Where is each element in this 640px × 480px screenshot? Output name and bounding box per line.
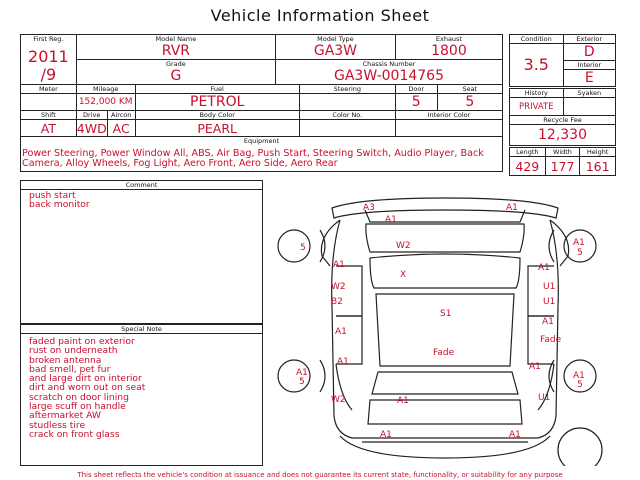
mark-hood: W2: [396, 241, 411, 251]
recycle-fee-value-cell: [510, 125, 616, 146]
seat-label: Seat: [462, 85, 478, 93]
spare-wheel: [558, 428, 602, 466]
door-value-cell: [395, 94, 437, 111]
special-note-line: large scuff on handle: [29, 401, 126, 413]
mark-rear-right-tire-1: A1: [573, 371, 585, 381]
mark-windshield: X: [400, 270, 407, 280]
comment-header: Comment: [21, 181, 262, 190]
grade-cell: [76, 60, 275, 85]
mark-rear-window: A1: [397, 396, 409, 406]
fuel-value: PETROL: [190, 94, 245, 110]
fuel-label-cell: [135, 85, 299, 94]
history-table: [509, 88, 616, 146]
first-reg-cell: [21, 35, 77, 85]
shift-label-cell: [21, 111, 77, 120]
interior-label: Interior: [577, 61, 602, 69]
body-outline: [332, 220, 559, 438]
height-value: 161: [585, 158, 610, 174]
fuel-label: Fuel: [210, 85, 224, 93]
syaken-value-cell: [563, 98, 615, 116]
drive-label: Drive: [83, 111, 101, 119]
special-note-line: scratch on door lining: [29, 391, 129, 403]
mark-front-fender-right: A1: [538, 263, 550, 273]
meter-value-cell: [21, 94, 77, 111]
drive-label-cell: [76, 111, 107, 120]
mark-front-door-right-lower: U1: [543, 297, 556, 307]
mileage-label-cell: [76, 85, 135, 94]
special-note-line: crack on front glass: [29, 428, 120, 440]
mark-rear-door-left: A1: [335, 327, 347, 337]
model-type-label: Model Type: [317, 35, 354, 43]
body-color-label-cell: [135, 111, 299, 120]
special-note-header: Special Note: [21, 325, 262, 334]
first-reg-year: 2011: [28, 47, 69, 66]
mark-front-door-left-lower: B2: [331, 297, 343, 307]
exhaust-label: Exhaust: [435, 35, 462, 43]
seat-value-cell: [437, 94, 502, 111]
model-type-value: GA3W: [313, 43, 358, 59]
comment-line: push start: [29, 190, 76, 201]
length-label: Length: [516, 148, 539, 156]
aircon-value: AC: [112, 120, 130, 136]
steering-value-cell: [299, 94, 395, 111]
mark-rear-quarter-right: Fade: [540, 335, 562, 345]
height-label-cell: [580, 148, 616, 157]
special-note-line: faded paint on exterior: [29, 336, 135, 347]
grade-value: G: [170, 68, 182, 84]
condition-table: [509, 34, 616, 87]
exterior-label: Exterior: [576, 35, 603, 43]
history-value: PRIVATE: [519, 101, 554, 112]
width-label: Width: [553, 148, 572, 156]
interior-color-label-cell: [395, 111, 502, 120]
width-label-cell: [545, 148, 580, 157]
door-label: Door: [408, 85, 425, 93]
body-color-value-cell: [135, 120, 299, 137]
recycle-fee-label: Recycle Fee: [543, 116, 582, 124]
mark-rear-fender-left: A1: [337, 357, 349, 367]
length-value: 429: [515, 158, 540, 174]
model-name-value: RVR: [161, 43, 191, 59]
model-type-cell: [276, 35, 396, 60]
history-label: History: [524, 89, 548, 97]
door-value: 5: [411, 94, 421, 110]
shift-value: AT: [40, 120, 56, 136]
first-reg-month: /9: [40, 65, 57, 84]
seat-label-cell: [437, 85, 502, 94]
hood-outline: [366, 224, 524, 252]
disclaimer-footer: This sheet reflects the vehicle's condition at issuance and does not guarantee its current state, functionality, or suitability for any purpose: [77, 471, 563, 479]
mark-rear-left-tire-2: 5: [299, 377, 305, 387]
interior-value-cell: [563, 70, 615, 87]
chassis-value: GA3W-0014765: [333, 68, 444, 84]
mark-rear-left-tire-1: A1: [296, 368, 308, 378]
mark-rear-door-right: A1: [542, 317, 554, 327]
width-value-cell: [545, 157, 580, 176]
mark-front-right-tire-2: 5: [577, 248, 583, 258]
exhaust-value: 1800: [431, 43, 467, 59]
length-label-cell: [510, 148, 546, 157]
special-note-box: [20, 324, 263, 466]
comment-box: [20, 180, 263, 324]
exterior-value-cell: [563, 44, 615, 61]
chassis-label: Chassis Number: [362, 60, 416, 68]
dimensions-table: [509, 147, 616, 176]
exhaust-cell: [395, 35, 502, 60]
sheet-title: Vehicle Information Sheet: [210, 6, 430, 25]
interior-color-value-cell: [395, 120, 502, 137]
mileage-value: 152,000 KM: [78, 97, 133, 107]
mark-rear-bumper-left: A1: [380, 430, 392, 440]
color-no-label: Color No.: [332, 111, 363, 119]
special-note-line: broken antenna: [29, 354, 102, 366]
special-note-line: studless tire: [29, 419, 86, 431]
aircon-label: Aircon: [110, 111, 132, 119]
mark-front-right-tire-1: A1: [573, 238, 585, 248]
mark-rear-door-lower-right: U1: [538, 393, 551, 403]
shift-value-cell: [21, 120, 77, 137]
mark-rear-fender-right: A1: [529, 362, 541, 372]
mark-rear-bumper-right: A1: [509, 430, 521, 440]
condition-label-cell: [510, 35, 564, 44]
mark-front-door-right-upper: U1: [543, 282, 556, 292]
mark-rear-right-tire-2: 5: [577, 380, 583, 390]
drive-value-cell: [76, 120, 107, 137]
condition-label: Condition: [520, 35, 552, 43]
steering-label-cell: [299, 85, 395, 94]
meter-cell: [21, 85, 77, 94]
mark-front-door-left-upper: W2: [331, 282, 346, 292]
color-no-value-cell: [299, 120, 395, 137]
syaken-label-cell: [563, 89, 615, 98]
fuel-value-cell: [135, 94, 299, 111]
mark-front-left-tire: 5: [300, 243, 306, 253]
history-value-cell: [510, 98, 564, 116]
exterior-value: D: [583, 44, 595, 60]
model-name-cell: [76, 35, 275, 60]
first-reg-label: First Reg.: [33, 35, 64, 43]
mark-rear-quarter-left: W2: [331, 395, 346, 405]
color-no-label-cell: [299, 111, 395, 120]
equipment-label: Equipment: [243, 137, 280, 145]
mark-front-bumper-right: A1: [506, 203, 518, 213]
special-note-line: rust on underneath: [29, 345, 118, 357]
special-note-line: dirt and worn out on seat: [29, 382, 146, 394]
chassis-cell: [276, 60, 503, 85]
height-label: Height: [586, 148, 609, 156]
front-left-wheel-arch: [320, 230, 325, 262]
special-note-line: and large dirt on interior: [29, 373, 142, 385]
mark-front-lower: A1: [385, 215, 397, 225]
rear-hatch-outline: [368, 400, 522, 424]
body-color-label: Body Color: [199, 111, 235, 119]
rear-window-outline: [372, 372, 518, 394]
condition-value-cell: [510, 44, 564, 87]
recycle-fee-value: 12,330: [538, 127, 587, 143]
steering-label: Steering: [333, 85, 362, 93]
mileage-value-cell: [76, 94, 135, 111]
interior-color-label: Interior Color: [427, 111, 471, 119]
comment-line: back monitor: [29, 199, 90, 211]
mark-front-bumper-left: A3: [363, 203, 375, 213]
interior-value: E: [584, 70, 594, 86]
shift-label: Shift: [40, 111, 56, 119]
length-value-cell: [510, 157, 546, 176]
special-note-line: aftermarket AW: [29, 410, 101, 422]
door-label-cell: [395, 85, 437, 94]
mark-roof: S1: [440, 309, 452, 319]
recycle-fee-label-cell: [510, 116, 616, 125]
equipment-text: Power Steering, Power Window All, ABS, Air Bag, Push Start, Steering Switch, Audio Player, Back Camera, Alloy Wheels, Fog Light, Aero Front, Aero Side, Aero Rear: [22, 148, 484, 170]
meter-label: Meter: [38, 85, 58, 93]
model-name-label: Model Name: [155, 35, 197, 43]
body-color-value: PEARL: [197, 120, 238, 136]
history-label-cell: [510, 89, 564, 98]
rear-left-wheel-arch: [320, 360, 325, 392]
grade-label: Grade: [165, 60, 186, 68]
windshield-outline: [370, 254, 520, 288]
interior-label-cell: [563, 61, 615, 70]
vehicle-damage-diagram: [270, 196, 620, 466]
aircon-value-cell: [107, 120, 135, 137]
drive-value: 4WD: [76, 120, 107, 136]
exterior-label-cell: [563, 35, 615, 44]
aircon-label-cell: [107, 111, 135, 120]
special-note-list: [21, 334, 262, 439]
mark-front-fender-left: A1: [333, 260, 345, 270]
mark-roof-rear: Fade: [433, 348, 455, 358]
width-value: 177: [550, 158, 575, 174]
mileage-label: Mileage: [93, 85, 119, 93]
special-note-line: bad smell, pet fur: [29, 363, 111, 375]
comment-list: [21, 190, 262, 210]
condition-value: 3.5: [523, 55, 549, 74]
height-value-cell: [580, 157, 616, 176]
syaken-label: Syaken: [577, 89, 602, 97]
seat-value: 5: [465, 94, 475, 110]
